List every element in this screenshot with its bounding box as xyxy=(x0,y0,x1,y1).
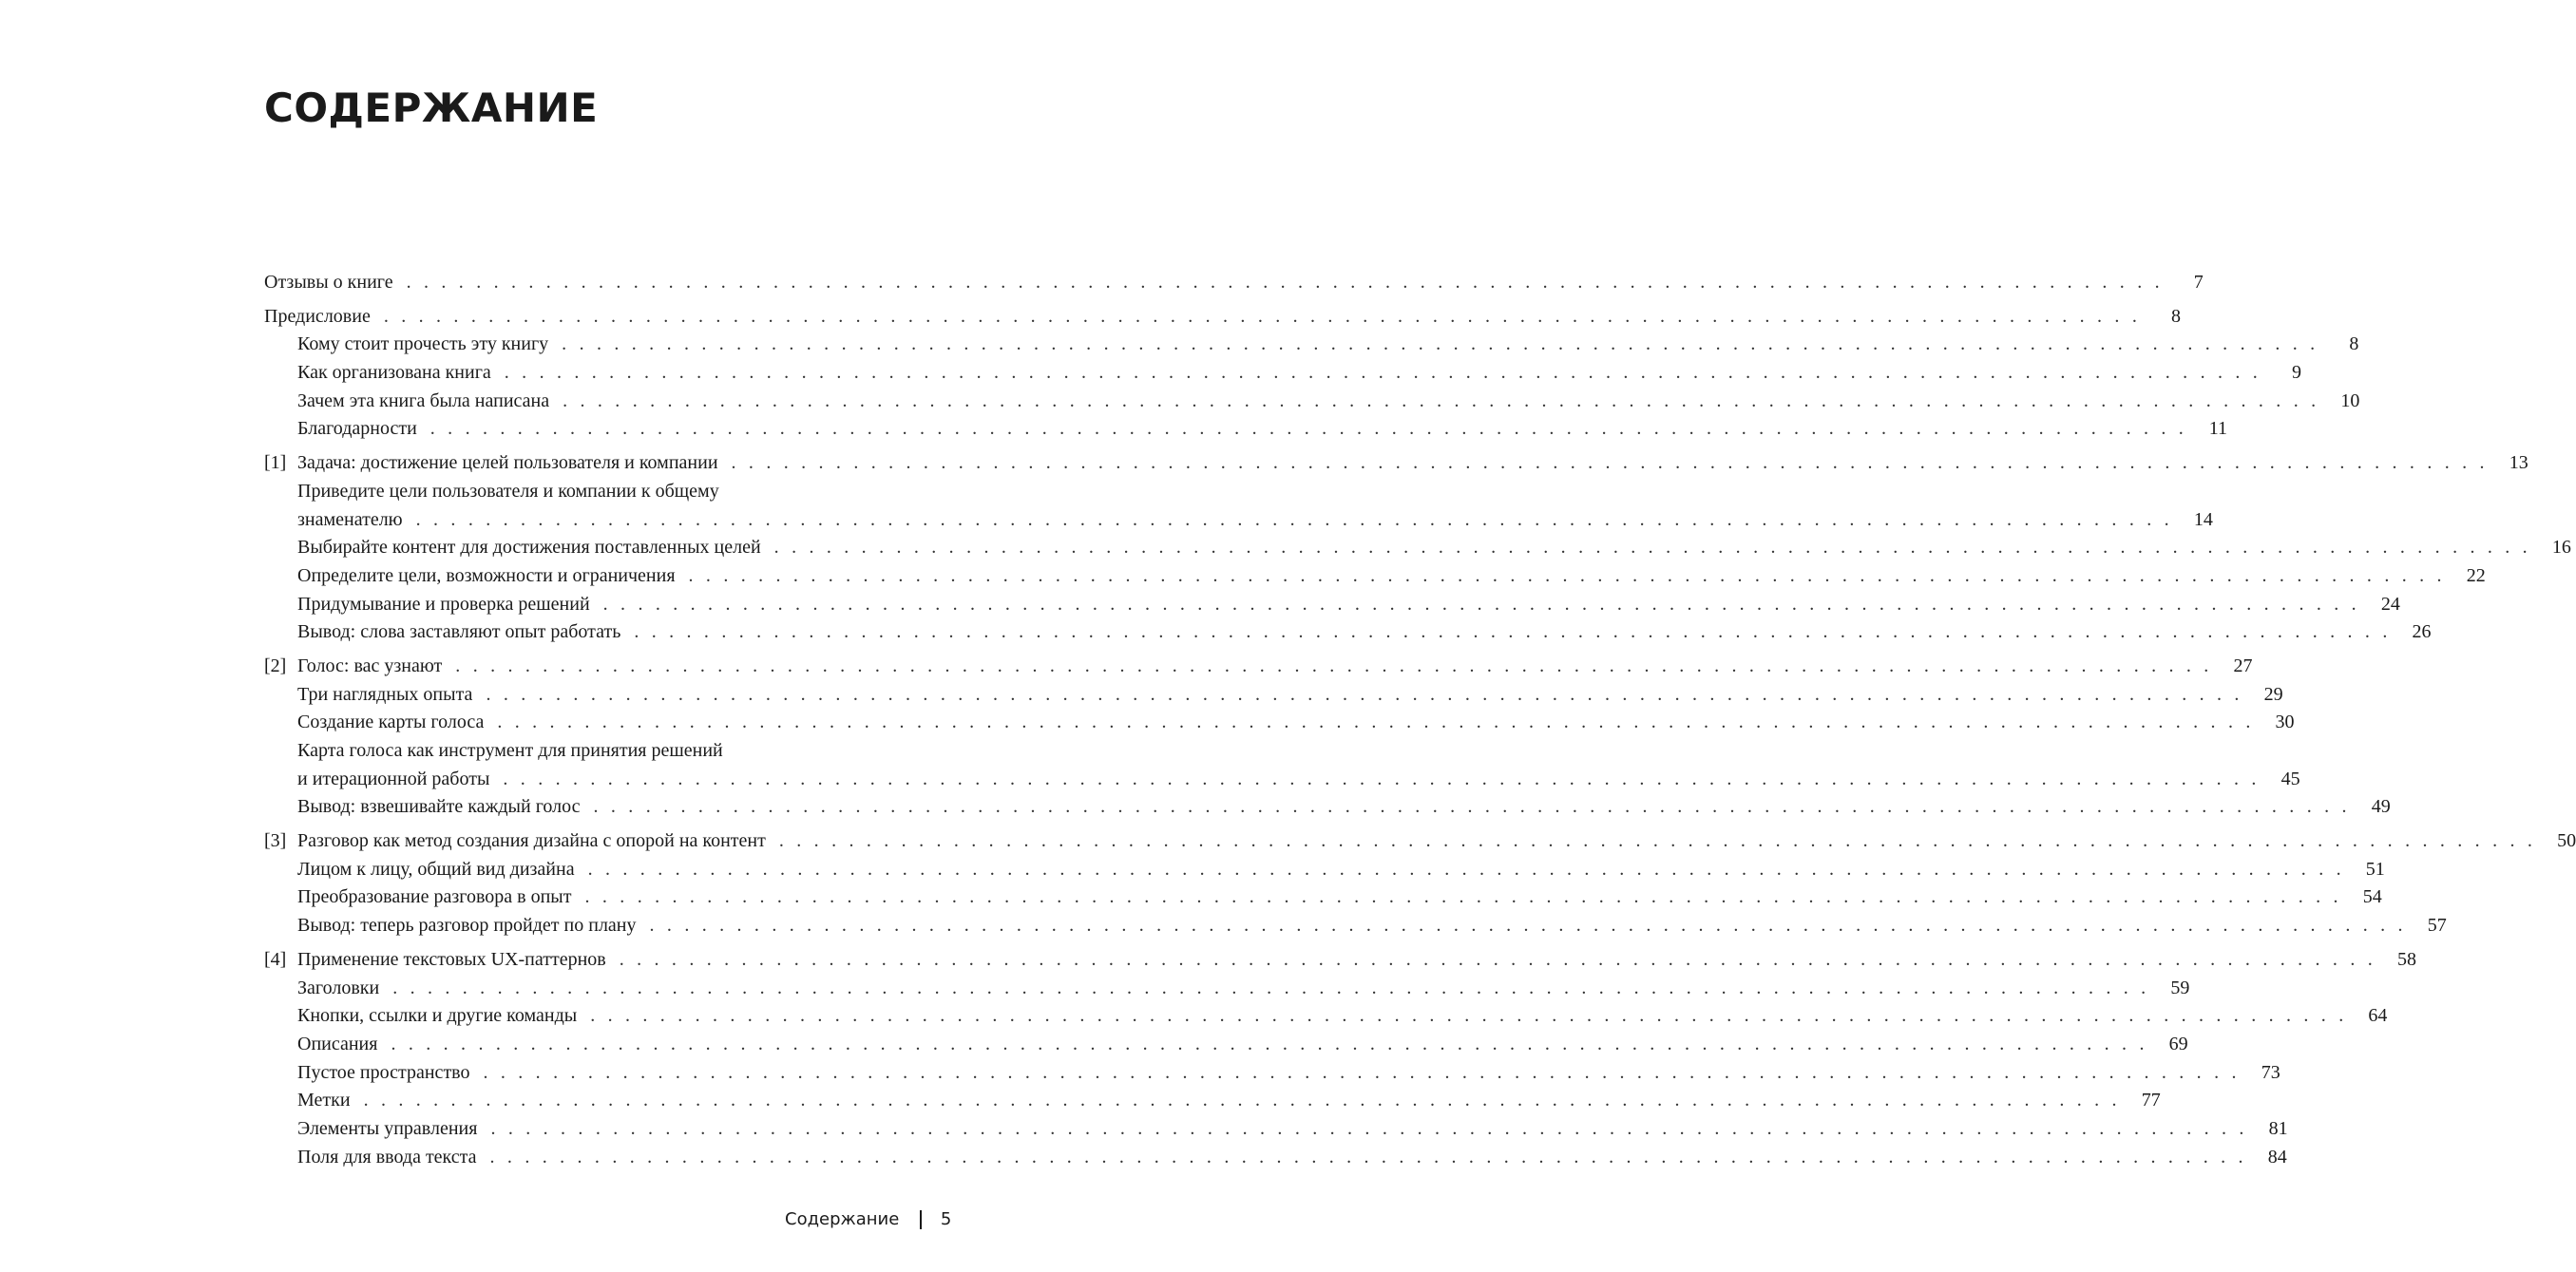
toc-entry-title: знаменателю xyxy=(297,508,403,530)
toc-dot-leader: . . . . . . . . . . . . . . . . . . . . . . . . . . . . . . . . . . . . . . . . . . . . . . . . . . . . . . . . . . . . . . . . . . . . . . . . . . . . . . . . . . . . . . . . . . . . . . . . . . . . . xyxy=(497,712,2255,733)
toc-entry[interactable] xyxy=(264,534,2571,562)
toc-dot-leader: . . . . . . . . . . . . . . . . . . . . . . . . . . . . . . . . . . . . . . . . . . . . . . . . . . . . . . . . . . . . . . . . . . . . . . . . . . . . . . . . . . . . . . . . . . . . . . . . . . . . . xyxy=(490,1117,2248,1139)
toc-dot-leader: . . . . . . . . . . . . . . . . . . . . . . . . . . . . . . . . . . . . . . . . . . . . . . . . . . . . . . . . . . . . . . . . . . . . . . . . . . . . . . . . . . . . . . . . . . . . . . . . . . . . . xyxy=(503,768,2261,789)
toc-page-number: 22 xyxy=(2466,564,2486,586)
toc-entry[interactable] xyxy=(264,975,2190,1003)
toc-entry-title: Три наглядных опыта xyxy=(297,683,473,705)
toc-section xyxy=(264,653,2391,822)
toc-entry-title: Пустое пространство xyxy=(297,1061,470,1083)
toc-entry-title: и итерационной работы xyxy=(297,768,490,789)
toc-page-number: 30 xyxy=(2275,712,2295,733)
toc-entry[interactable] xyxy=(264,946,2416,975)
toc-page-number: 84 xyxy=(2267,1146,2287,1168)
toc-page-number: 69 xyxy=(2168,1033,2188,1054)
toc-dot-leader: . . . . . . . . . . . . . . . . . . . . . . . . . . . . . . . . . . . . . . . . . . . . . . . . . . . . . . . . . . . . . . . . . . . . . . . . . . . . . . . . . . . . . . . . . . . . . . . . . . . . . xyxy=(391,1033,2148,1054)
page-number: 5 xyxy=(940,1209,952,1229)
toc-entry-title: Описания xyxy=(297,1033,378,1054)
toc-dot-leader: . . . . . . . . . . . . . . . . . . . . . . . . . . . . . . . . . . . . . . . . . . . . . . . . . . . . . . . . . . . . . . . . . . . . . . . . . . . . . . . . . . . . . . . . . . . . . . . . . . . . . xyxy=(489,1146,2247,1168)
toc-chapter-number: [1] xyxy=(264,452,287,474)
toc-entry-title: Преобразование разговора в опыт xyxy=(297,886,572,908)
toc-page-number: 58 xyxy=(2396,948,2416,970)
toc-entry-title: Лицом к лицу, общий вид дизайна xyxy=(297,858,575,880)
toc-dot-leader: . . . . . . . . . . . . . . . . . . . . . . . . . . . . . . . . . . . . . . . . . . . . . . . . . . . . . . . . . . . . . . . . . . . . . . . . . . . . . . . . . . . . . . . . . . . . . . . . . . . . . xyxy=(486,683,2243,705)
toc-page-number: 8 xyxy=(2349,333,2359,355)
toc-entry-title: Применение текстовых UX-паттернов xyxy=(297,948,606,970)
toc-dot-leader: . . . . . . . . . . . . . . . . . . . . . . . . . . . . . . . . . . . . . . . . . . . . . . . . . . . . . . . . . . . . . . . . . . . . . . . . . . . . . . . . . . . . . . . . . . . . . . . . . . . . . xyxy=(602,593,2360,615)
toc-entry-title: Метки xyxy=(297,1090,351,1111)
toc-dot-leader: . . . . . . . . . . . . . . . . . . . . . . . . . . . . . . . . . . . . . . . . . . . . . . . . . . . . . . . . . . . . . . . . . . . . . . . . . . . . . . . . . . . . . . . . . . . . . . . . . . . . . xyxy=(649,915,2407,937)
toc-dot-leader: . . . . . . . . . . . . . . . . . . . . . . . . . . . . . . . . . . . . . . . . . . . . . . . . . . . . . . . . . . . . . . . . . . . . . . . . . . . . . . . . . . . . . . . . . . . . . . . . . . . . . xyxy=(429,418,2187,440)
toc-entry[interactable] xyxy=(264,653,2253,681)
toc-chapter-number: [2] xyxy=(264,655,287,676)
toc-dot-leader: . . . . . . . . . . . . . . . . . . . . . . . . . . . . . . . . . . . . . . . . . . . . . . . . . . . . . . . . . . . . . . . . . . . . . . . . . . . . . . . . . . . . . . . . . . . . . . . . . . . . . xyxy=(590,1005,2348,1027)
toc-entry-title: Вывод: теперь разговор пройдет по плану xyxy=(297,915,637,937)
toc-dot-leader: . . . . . . . . . . . . . . . . . . . . . . . . . . . . . . . . . . . . . . . . . . . . . . . . . . . . . . . . . . . . . . . . . . . . . . . . . . . . . . . . . . . . . . . . . . . . . . . . . . . . . xyxy=(773,537,2531,559)
table-of-contents xyxy=(264,269,2576,1177)
toc-entry[interactable] xyxy=(264,1115,2288,1144)
running-header-label: Содержание xyxy=(785,1209,900,1229)
toc-entry[interactable] xyxy=(264,856,2385,884)
toc-section xyxy=(264,827,2576,940)
toc-dot-leader: . . . . . . . . . . . . . . . . . . . . . . . . . . . . . . . . . . . . . . . . . . . . . . . . . . . . . . . . . . . . . . . . . . . . . . . . . . . . . . . . . . . . . . . . . . . . . . . . . . . . . xyxy=(504,362,2261,384)
toc-entry[interactable] xyxy=(264,737,948,766)
toc-entry-title: Благодарности xyxy=(297,418,417,440)
toc-entry[interactable] xyxy=(264,883,2382,912)
toc-page-number: 13 xyxy=(2509,452,2528,474)
toc-entry[interactable] xyxy=(264,618,2432,647)
toc-entry-title: Карта голоса как инструмент для принятия решений xyxy=(297,740,723,761)
toc-entry-title: Зачем эта книга была написана xyxy=(297,389,550,411)
toc-section xyxy=(264,269,2204,297)
toc-entry[interactable] xyxy=(264,1031,2188,1059)
toc-entry-title: Заголовки xyxy=(297,977,380,998)
toc-dot-leader: . . . . . . . . . . . . . . . . . . . . . . . . . . . . . . . . . . . . . . . . . . . . . . . . . . . . . . . . . . . . . . . . . . . . . . . . . . . . . . . . . . . . . . . . . . . . . . . . . . . . . xyxy=(363,1090,2121,1111)
toc-dot-leader: . . . . . . . . . . . . . . . . . . . . . . . . . . . . . . . . . . . . . . . . . . . . . . . . . . . . . . . . . . . . . . . . . . . . . . . . . . . . . . . . . . . . . . . . . . . . . . . . . . . . . xyxy=(563,389,2320,411)
toc-dot-leader: . . . . . . . . . . . . . . . . . . . . . . . . . . . . . . . . . . . . . . . . . . . . . . . . . . . . . . . . . . . . . . . . . . . . . . . . . . . . . . . . . . . . . . . . . . . . . . . . . . . . . xyxy=(778,830,2537,852)
toc-page-number: 26 xyxy=(2412,621,2432,643)
toc-entry-title: Элементы управления xyxy=(297,1117,478,1139)
toc-entry[interactable] xyxy=(264,359,2301,388)
toc-dot-leader: . . . . . . . . . . . . . . . . . . . . . . . . . . . . . . . . . . . . . . . . . . . . . . . . . . . . . . . . . . . . . . . . . . . . . . . . . . . . . . . . . . . . . . . . . . . . . . . . . . . . . xyxy=(593,796,2351,818)
toc-page-number: 27 xyxy=(2233,655,2253,676)
toc-entry-title: Вывод: слова заставляют опыт работать xyxy=(297,621,621,643)
toc-page-number: 49 xyxy=(2371,796,2391,818)
toc-chapter-number: [3] xyxy=(264,830,287,852)
toc-page-number: 45 xyxy=(2280,768,2300,789)
toc-dot-leader: . . . . . . . . . . . . . . . . . . . . . . . . . . . . . . . . . . . . . . . . . . . . . . . . . . . . . . . . . . . . . . . . . . . . . . . . . . . . . . . . . . . . . . . . . . . . . . . . . . . . . xyxy=(587,858,2345,880)
toc-dot-leader: . . . . . . . . . . . . . . . . . . . . . . . . . . . . . . . . . . . . . . . . . . . . . . . . . . . . . . . . . . . . . . . . . . . . . . . . . . . . . . . . . . . . . . . . . . . . . . . . . . . . . xyxy=(584,886,2342,908)
toc-entry-title: Предисловие xyxy=(264,305,371,327)
toc-page-number: 54 xyxy=(2362,886,2382,908)
toc-page-number: 81 xyxy=(2268,1117,2288,1139)
page-footer xyxy=(785,1206,951,1233)
toc-entry[interactable] xyxy=(264,478,948,506)
toc-page-number: 51 xyxy=(2365,858,2385,880)
toc-page-number: 10 xyxy=(2340,389,2360,411)
toc-page-number: 9 xyxy=(2291,362,2301,384)
toc-entry[interactable] xyxy=(264,303,2182,332)
toc-entry[interactable] xyxy=(264,562,2486,591)
toc-entry-title: Поля для ввода текста xyxy=(297,1146,477,1168)
toc-entry-title: Придумывание и проверка решений xyxy=(297,593,590,615)
toc-page-number: 50 xyxy=(2557,830,2576,852)
toc-entry[interactable] xyxy=(264,1002,2388,1031)
toc-dot-leader: . . . . . . . . . . . . . . . . . . . . . . . . . . . . . . . . . . . . . . . . . . . . . . . . . . . . . . . . . . . . . . . . . . . . . . . . . . . . . . . . . . . . . . . . . . . . . . . . . . . . . xyxy=(383,305,2142,327)
toc-entry-title: Выбирайте контент для достижения поставленных целей xyxy=(297,537,761,559)
toc-dot-leader: . . . . . . . . . . . . . . . . . . . . . . . . . . . . . . . . . . . . . . . . . . . . . . . . . . . . . . . . . . . . . . . . . . . . . . . . . . . . . . . . . . . . . . . . . . . . . . . . . . . . . xyxy=(688,564,2446,586)
page-title: СОДЕРЖАНИЕ xyxy=(264,85,599,131)
toc-entry-title: Как организована книга xyxy=(297,362,491,384)
toc-entry[interactable] xyxy=(264,591,2400,619)
toc-page-number: 16 xyxy=(2551,537,2571,559)
toc-entry[interactable] xyxy=(264,449,2528,478)
toc-entry-title: Кнопки, ссылки и другие команды xyxy=(297,1005,578,1027)
toc-entry[interactable] xyxy=(264,766,2300,794)
toc-dot-leader: . . . . . . . . . . . . . . . . . . . . . . . . . . . . . . . . . . . . . . . . . . . . . . . . . . . . . . . . . . . . . . . . . . . . . . . . . . . . . . . . . . . . . . . . . . . . . . . . . . . . . xyxy=(634,621,2392,643)
toc-dot-leader: . . . . . . . . . . . . . . . . . . . . . . . . . . . . . . . . . . . . . . . . . . . . . . . . . . . . . . . . . . . . . . . . . . . . . . . . . . . . . . . . . . . . . . . . . . . . . . . . . . . . . xyxy=(455,655,2213,676)
toc-dot-leader: . . . . . . . . . . . . . . . . . . . . . . . . . . . . . . . . . . . . . . . . . . . . . . . . . . . . . . . . . . . . . . . . . . . . . . . . . . . . . . . . . . . . . . . . . . . . . . . . . . . . . xyxy=(619,948,2376,970)
toc-entry-title: Вывод: взвешивайте каждый голос xyxy=(297,796,581,818)
toc-page-number: 73 xyxy=(2261,1061,2280,1083)
toc-section xyxy=(264,946,2416,1172)
toc-entry[interactable] xyxy=(264,388,2360,416)
toc-entry-title: Голос: вас узнают xyxy=(297,655,443,676)
toc-page-number: 57 xyxy=(2427,915,2447,937)
toc-entry[interactable] xyxy=(264,506,2213,535)
toc-page-number: 59 xyxy=(2170,977,2190,998)
toc-section xyxy=(264,303,2360,444)
toc-entry-title: Отзывы о книге xyxy=(264,272,393,293)
toc-entry[interactable] xyxy=(264,415,2227,444)
toc-dot-leader: . . . . . . . . . . . . . . . . . . . . . . . . . . . . . . . . . . . . . . . . . . . . . . . . . . . . . . . . . . . . . . . . . . . . . . . . . . . . . . . . . . . . . . . . . . . . . . . . . . . . . xyxy=(731,452,2489,474)
toc-entry-title: Кому стоит прочесть эту книгу xyxy=(297,333,549,355)
toc-dot-leader: . . . . . . . . . . . . . . . . . . . . . . . . . . . . . . . . . . . . . . . . . . . . . . . . . . . . . . . . . . . . . . . . . . . . . . . . . . . . . . . . . . . . . . . . . . . . . . . . . . . . . xyxy=(415,508,2173,530)
toc-entry[interactable] xyxy=(264,331,2359,359)
toc-page-number: 77 xyxy=(2141,1090,2161,1111)
toc-dot-leader: . . . . . . . . . . . . . . . . . . . . . . . . . . . . . . . . . . . . . . . . . . . . . . . . . . . . . . . . . . . . . . . . . . . . . . . . . . . . . . . . . . . . . . . . . . . . . . . . . . . . . xyxy=(483,1061,2241,1083)
toc-entry-title: Создание карты голоса xyxy=(297,712,485,733)
toc-entry[interactable] xyxy=(264,709,2295,737)
toc-chapter-number: [4] xyxy=(264,948,287,970)
toc-entry[interactable] xyxy=(264,912,2447,940)
toc-section xyxy=(264,449,2571,647)
toc-entry-title: Определите цели, возможности и ограничения xyxy=(297,564,676,586)
toc-page-number: 8 xyxy=(2171,305,2182,327)
toc-page-number: 11 xyxy=(2208,418,2227,440)
toc-dot-leader: . . . . . . . . . . . . . . . . . . . . . . . . . . . . . . . . . . . . . . . . . . . . . . . . . . . . . . . . . . . . . . . . . . . . . . . . . . . . . . . . . . . . . . . . . . . . . . . . . . . . . xyxy=(392,977,2150,998)
toc-entry-title: Задача: достижение целей пользователя и компании xyxy=(297,452,718,474)
toc-page-number: 14 xyxy=(2193,508,2213,530)
toc-entry[interactable] xyxy=(264,681,2283,710)
toc-entry[interactable] xyxy=(264,793,2391,822)
toc-page-number: 64 xyxy=(2368,1005,2388,1027)
toc-entry[interactable] xyxy=(264,1144,2287,1172)
toc-dot-leader: . . . . . . . . . . . . . . . . . . . . . . . . . . . . . . . . . . . . . . . . . . . . . . . . . . . . . . . . . . . . . . . . . . . . . . . . . . . . . . . . . . . . . . . . . . . . . . . . . . . . . xyxy=(406,272,2164,293)
toc-page-number: 24 xyxy=(2380,593,2400,615)
toc-entry-title: Разговор как метод создания дизайна с опорой на контент xyxy=(297,830,766,852)
toc-entry[interactable] xyxy=(264,1087,2161,1115)
toc-entry[interactable] xyxy=(264,1059,2280,1088)
toc-page-number: 7 xyxy=(2193,272,2204,293)
toc-entry[interactable] xyxy=(264,827,2576,856)
toc-dot-leader: . . . . . . . . . . . . . . . . . . . . . . . . . . . . . . . . . . . . . . . . . . . . . . . . . . . . . . . . . . . . . . . . . . . . . . . . . . . . . . . . . . . . . . . . . . . . . . . . . . . . . xyxy=(562,333,2319,355)
footer-divider xyxy=(920,1210,922,1229)
toc-entry-title: Приведите цели пользователя и компании к общему xyxy=(297,480,719,502)
toc-page-number: 29 xyxy=(2263,683,2283,705)
toc-entry[interactable] xyxy=(264,269,2204,297)
